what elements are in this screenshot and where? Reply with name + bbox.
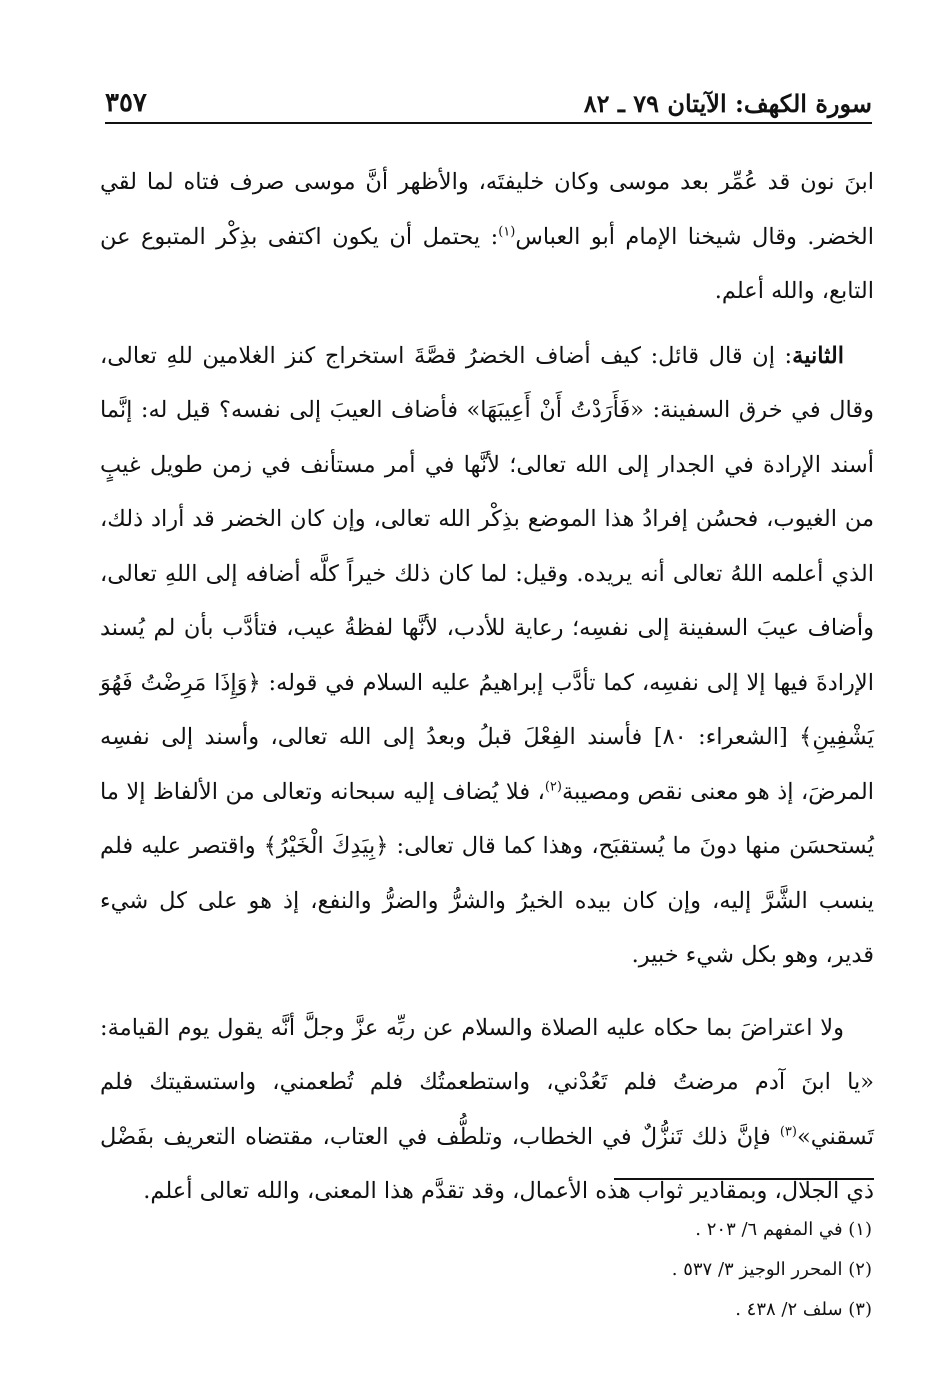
footnote-separator [614,1178,874,1180]
section-label-second: الثانية [792,342,844,369]
footnote-3: (٣) سلف ٢/ ٤٣٨ . [735,1299,872,1320]
paragraph-2-text: : إن قال قائل: كيف أضاف الخضرُ قصَّةَ استخراج كنز الغلامين للهِ تعالى، وقال في خرق السفينة: «فَأَرَدْتُ أَنْ أَعِيبَهَا» فأضاف العيبَ إلى نفسه؟ قيل له: إنَّما أسند الإرادة في الجدار إلى الله تعالى؛ لأنَّها في أمر مستأنف في زمن طويل غيبٍ من الغيوب، فحسُن إفرادُ هذا الموضع بذِكْر الله تعالى، وإن كان الخضر قد أراد ذلك، الذي أعلمه اللهُ تعالى أنه يريده. وقيل: لما كان ذلك خيراً كلَّه أضافه إلى اللهِ تعالى، وأضاف عيبَ السفينة إلى نفسِه؛ رعاية للأدب، لأنَّها لفظةُ عيب، فتأدَّب بأن لم يُسند الإرادةَ فيها إلا إلى نفسِه، كما تأدَّب إبراهيمُ عليه السلام في قوله: ﴿وَإِذَا مَرِضْتُ فَهُوَ يَشْفِينِ﴾ [الشعراء: ٨٠] فأسند الفِعْلَ قبلُ وبعدُ إلى الله تعالى، وأسند إلى نفسِه المرضَ، إذ هو معنى نقص ومصيبة [100,342,874,805]
page-header [105,70,872,124]
footnote-1: (١) في المفهم ٦/ ٢٠٣ . [695,1219,872,1240]
running-title: سورة الكهف: الآيتان ٧٩ ـ ٨٢ [583,89,872,118]
paragraph-1 [100,155,874,319]
footnotes [400,1210,872,1330]
paragraph-3-text: ولا اعتراضَ بما حكاه عليه الصلاة والسلام عن ربِّه عزَّ وجلَّ أنَّه يقول يوم القيامة: «يا ابنَ آدم مرضتُ فلم تَعُدْني، واستطعمتُك فلم تُطعمني، واستسقيتك فلم تَسقني» [100,1014,874,1150]
footnote-ref-2: (٢) [544,779,562,794]
footnote-ref-1: (١) [498,224,516,239]
paragraph-1-tail: : يحتمل أن يكون اكتفى بذِكْر المتبوع عن التابع، والله أعلم. [100,223,874,304]
page-number: ٣٥٧ [105,88,147,118]
paragraph-2 [100,329,874,983]
footnote-2: (٢) المحرر الوجيز ٣/ ٥٣٧ . [671,1259,872,1280]
paragraph-2-tail: ، فلا يُضاف إليه سبحانه وتعالى من الألفاظ إلا ما يُستحسَن منها دونَ ما يُستقبَح، وهذا كما قال تعالى: ﴿بِيَدِكَ الْخَيْرُ﴾ واقتصر عليه فلم ينسب الشَّرَّ إليه، وإن كان بيده الخيرُ والشرُّ والضرُّ والنفع، إذ هو على كل شيء قدير، وهو بكل شيء خبير. [100,778,874,968]
page-body [100,155,874,1219]
paragraph-3 [100,1001,874,1219]
paragraph-1-text: ابنَ نون قد عُمِّر بعد موسى وكان خليفتَه، والأظهر أنَّ موسى صرف فتاه لما لقي الخضر. وقال شيخنا الإمام أبو العباس [100,169,874,250]
paragraph-3-tail: فإنَّ ذلك تَنزُّلٌ في الخطاب، وتلطُّف في العتاب، مقتضاه التعريف بفَضْل ذي الجلال، وبمقادير ثواب هذه الأعمال، وقد تقدَّم هذا المعنى، والله تعالى أعلم. [100,1123,874,1204]
footnote-ref-3: (٣) [779,1124,797,1139]
